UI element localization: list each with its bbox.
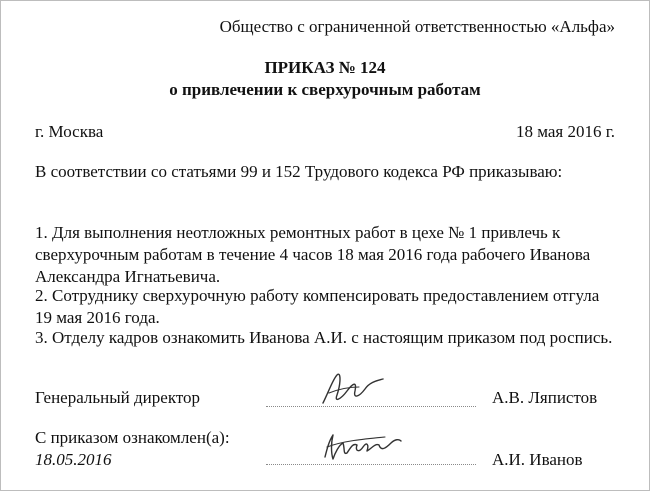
acknowledgement-label: С приказом ознакомлен(а): [35, 428, 230, 447]
order-date: 18 мая 2016 г. [515, 122, 615, 141]
company-name: Общество с ограниченной ответственностью «Альфа» [219, 17, 615, 36]
director-role: Генеральный директор [35, 388, 201, 407]
director-signature [319, 369, 389, 409]
order-item-1: 1. Для выполнения неотложных ремонтных работ в цехе № 1 привлечь к сверхурочным работам в течение 4 часов 18 мая 2016 года рабочего Иванова Александра Игнатьевича. [35, 223, 591, 286]
order-city: г. Москва [35, 122, 104, 141]
acknowledgement-date: 18.05.2016 [35, 450, 112, 469]
employee-signature [319, 427, 404, 467]
employee-name: А.И. Иванов [492, 450, 583, 469]
order-intro: В соответствии со статьями 99 и 152 Трудового кодекса РФ приказываю: [35, 162, 563, 181]
order-item-3: 3. Отделу кадров ознакомить Иванова А.И. с настоящим приказом под роспись. [35, 328, 613, 347]
order-title: ПРИКАЗ № 124 [264, 58, 386, 77]
order-item-2: 2. Сотруднику сверхурочную работу компенсировать предоставлением отгула 19 мая 2016 года. [35, 286, 600, 327]
director-name: А.В. Ляпистов [492, 388, 598, 407]
order-subtitle: о привлечении к сверхурочным работам [169, 80, 481, 99]
